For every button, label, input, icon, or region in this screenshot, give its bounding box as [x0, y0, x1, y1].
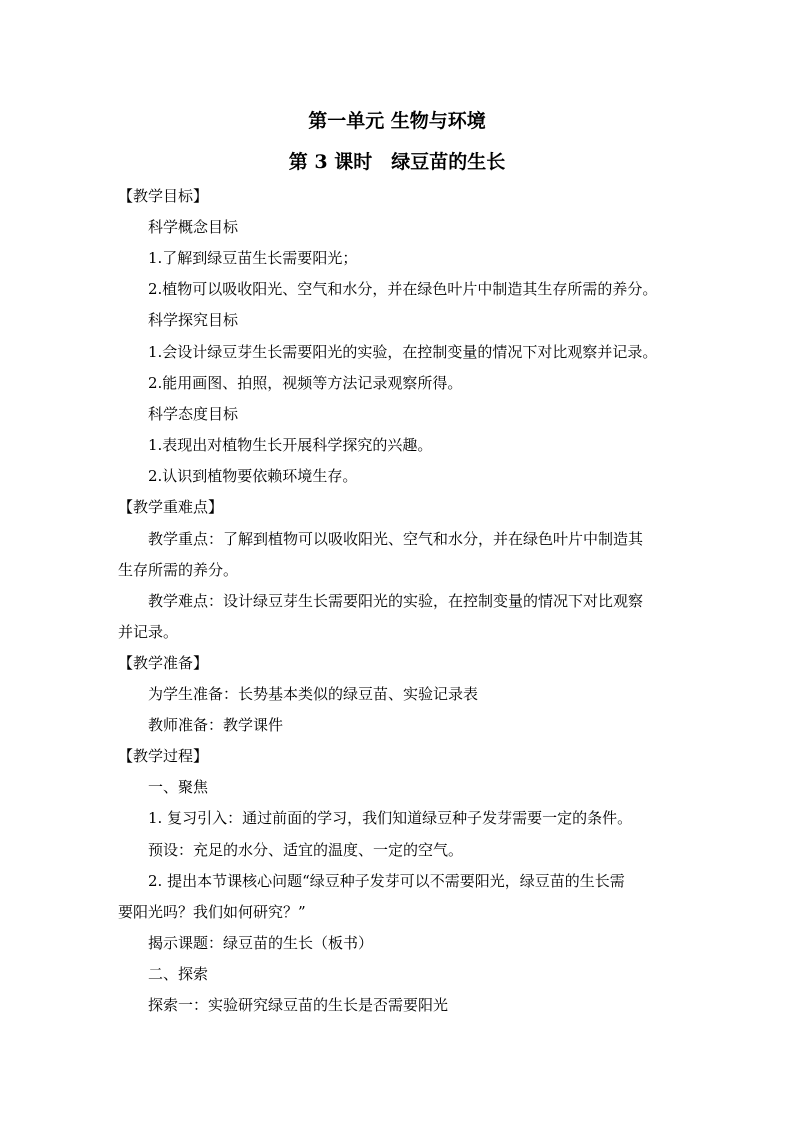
- process-focus: 一、聚焦: [148, 778, 209, 796]
- key-focus-line-2: 生存所需的养分。: [118, 561, 239, 579]
- concept-item-1: 1.了解到绿豆苗生长需要阳光；: [148, 249, 358, 267]
- process-heading: 【教学过程】: [118, 747, 209, 765]
- process-item-2-line-1: 2. 提出本节课核心问题“绿豆种子发芽可以不需要阳光，绿豆苗的生长需: [148, 872, 625, 890]
- process-item-1: 1. 复习引入：通过前面的学习，我们知道绿豆种子发芽需要一定的条件。: [148, 809, 633, 827]
- key-difficulty-line-2: 并记录。: [118, 623, 179, 641]
- concept-item-2: 2.植物可以吸收阳光、空气和水分，并在绿色叶片中制造其生存所需的养分。: [148, 280, 658, 298]
- unit-title: 第一单元 生物与环境: [308, 110, 486, 132]
- lesson-title: 第 3 课时 绿豆苗的生长: [288, 151, 506, 173]
- process-explore: 二、探索: [148, 965, 209, 983]
- explore-item-1: 探索一：实验研究绿豆苗的生长是否需要阳光: [148, 996, 449, 1014]
- keypoints-heading: 【教学重难点】: [118, 498, 224, 516]
- inquiry-heading: 科学探究目标: [148, 311, 239, 329]
- prep-teacher: 教师准备：教学课件: [148, 716, 284, 734]
- attitude-heading: 科学态度目标: [148, 405, 239, 423]
- objectives-heading: 【教学目标】: [118, 187, 209, 205]
- key-focus-line-1: 教学重点：了解到植物可以吸收阳光、空气和水分，并在绿色叶片中制造其: [148, 530, 644, 548]
- process-item-2-line-2: 要阳光吗？我们如何研究？”: [118, 903, 306, 921]
- inquiry-item-2: 2.能用画图、拍照，视频等方法记录观察所得。: [148, 374, 463, 392]
- inquiry-item-1: 1.会设计绿豆芽生长需要阳光的实验，在控制变量的情况下对比观察并记录。: [148, 343, 658, 361]
- attitude-item-2: 2.认识到植物要依赖环境生存。: [148, 467, 358, 485]
- key-difficulty-line-1: 教学难点：设计绿豆芽生长需要阳光的实验，在控制变量的情况下对比观察: [148, 592, 644, 610]
- prep-heading: 【教学准备】: [118, 654, 209, 672]
- process-preset: 预设：充足的水分、适宜的温度、一定的空气。: [148, 841, 464, 859]
- concept-heading: 科学概念目标: [148, 218, 239, 236]
- attitude-item-1: 1.表现出对植物生长开展科学探究的兴趣。: [148, 436, 433, 454]
- prep-students: 为学生准备：长势基本类似的绿豆苗、实验记录表: [148, 685, 479, 703]
- process-reveal: 揭示课题：绿豆苗的生长（板书）: [148, 934, 374, 952]
